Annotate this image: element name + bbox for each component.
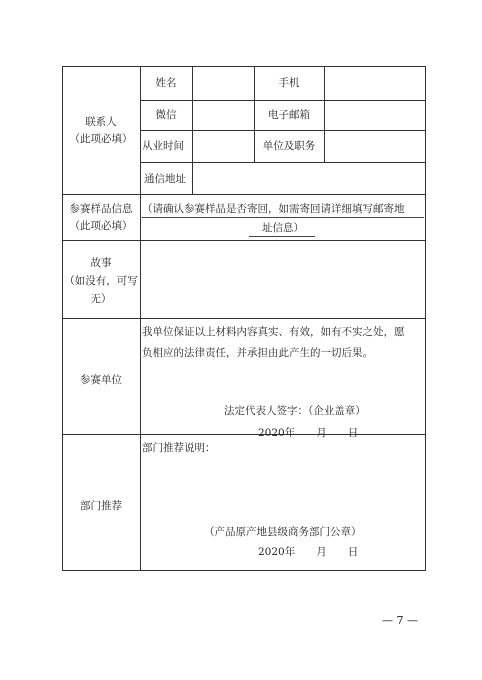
email-value[interactable] — [325, 101, 424, 129]
declaration-line1: 我单位保证以上材料内容真实、有效，如有不实之处，愿 — [142, 326, 405, 338]
contact-label-line2: （此项必填） — [69, 133, 133, 145]
page-number: — 7 — — [382, 614, 418, 627]
phone-label: 手机 — [278, 77, 300, 89]
address-value[interactable] — [193, 163, 424, 193]
signature-line: 法定代表人签字：（企业盖章） — [224, 405, 366, 417]
name-label: 姓名 — [155, 77, 177, 89]
sample-label-line1: 参赛样品信息 — [69, 203, 133, 215]
sample-label-line2: （此项必填） — [69, 220, 133, 232]
table-border-bottom — [62, 570, 426, 571]
address-label: 通信地址 — [144, 173, 186, 185]
sample-note-line2: 址信息） — [262, 222, 304, 234]
contact-label-line1: 联系人 — [85, 116, 117, 128]
wechat-label: 微信 — [155, 109, 177, 121]
years-value[interactable] — [193, 131, 253, 161]
story-label-line2: （如没有，可写 — [64, 275, 138, 287]
entrant-label: 参赛单位 — [80, 374, 122, 386]
department-date: 2020年 月 日 — [258, 546, 359, 558]
position-label: 单位及职务 — [262, 140, 316, 152]
application-form-table — [62, 66, 426, 571]
story-label-line3: 无） — [90, 293, 112, 305]
email-label: 电子邮箱 — [268, 109, 310, 121]
department-note-label: 部门推荐说明： — [142, 442, 216, 454]
story-value[interactable] — [141, 241, 424, 317]
section-line-entrant — [62, 434, 426, 435]
department-seal: （产品原产地县级商务部门公章） — [204, 526, 362, 538]
section-line-contact — [62, 194, 426, 195]
sample-note-underline-2 — [249, 236, 315, 237]
position-value[interactable] — [325, 131, 424, 161]
entrant-date: 2020年 月 日 — [258, 427, 359, 439]
story-label-line1: 故事 — [90, 257, 112, 269]
phone-value[interactable] — [325, 67, 424, 99]
declaration-line2: 负相应的法律责任，并承担由此产生的一切后果。 — [142, 347, 373, 359]
years-label: 从业时间 — [142, 140, 184, 152]
department-label: 部门推荐 — [80, 500, 122, 512]
sample-note-underline-1 — [142, 217, 424, 218]
sample-note-line1: （请确认参赛样品是否寄回，如需寄回请详细填写邮寄地 — [142, 203, 405, 215]
name-value[interactable] — [193, 67, 253, 99]
wechat-value[interactable] — [193, 101, 253, 129]
section-line-story — [62, 318, 426, 319]
